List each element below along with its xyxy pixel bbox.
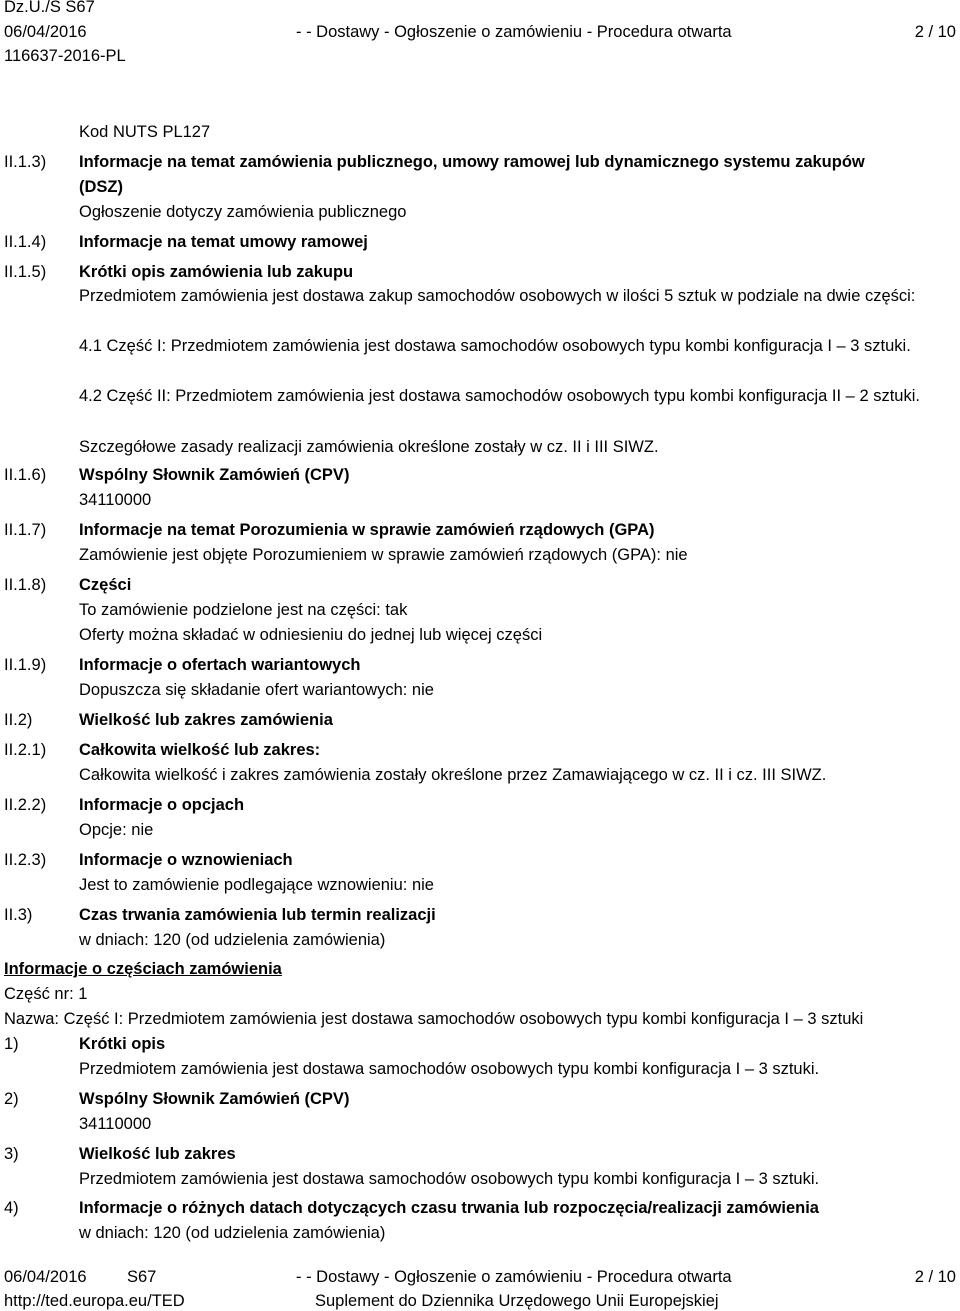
section-heading: Informacje o wznowieniach xyxy=(79,851,293,869)
section-heading: Informacje na temat umowy ramowej xyxy=(79,233,368,251)
description-paragraph: 4.1 Część I: Przedmiotem zamówienia jest dostawa samochodów osobowych typu kombi konfiguracja I – 3 sztuki. xyxy=(79,337,911,355)
footer-date: 06/04/2016 xyxy=(4,1268,87,1286)
footer-title: - - Dostawy - Ogłoszenie o zamówieniu - Procedura otwarta xyxy=(296,1268,732,1286)
section-heading: Informacje na temat zamówienia publicznego, umowy ramowej lub dynamicznego systemu zakupów xyxy=(79,153,865,171)
item-heading: Wielkość lub zakres xyxy=(79,1145,236,1163)
cpv-code: 34110000 xyxy=(79,491,152,509)
section-value: Jest to zamówienie podlegające wznowieniu: nie xyxy=(79,876,434,894)
item-number: 2) xyxy=(4,1090,19,1108)
footer-url[interactable]: http://ted.europa.eu/TED xyxy=(4,1292,185,1310)
item-value: 34110000 xyxy=(79,1115,152,1133)
item-value: w dniach: 120 (od udzielenia zamówienia) xyxy=(79,1224,386,1242)
item-heading: Krótki opis xyxy=(79,1035,166,1053)
item-heading: Informacje o różnych datach dotyczących czasu trwania lub rozpoczęcia/realizacji zamówienia xyxy=(79,1199,819,1217)
section-number: II.1.8) xyxy=(4,576,47,594)
section-heading-cont: (DSZ) xyxy=(79,178,123,196)
header-date: 06/04/2016 xyxy=(4,23,87,41)
header-page-number: 2 / 10 xyxy=(914,23,956,41)
section-value: Dopuszcza się składanie ofert wariantowych: nie xyxy=(79,681,434,699)
section-heading: Wspólny Słownik Zamówień (CPV) xyxy=(79,466,350,484)
item-number: 4) xyxy=(4,1199,19,1217)
header-title: - - Dostawy - Ogłoszenie o zamówieniu - Procedura otwarta xyxy=(296,23,732,41)
description-paragraph: Szczegółowe zasady realizacji zamówienia określone zostały w cz. II i III SIWZ. xyxy=(79,438,659,456)
part-name: Nazwa: Część I: Przedmiotem zamówienia jest dostawa samochodów osobowych typu kombi konfiguracja I – 3 sztuki xyxy=(4,1010,864,1028)
item-value: Przedmiotem zamówienia jest dostawa samochodów osobowych typu kombi konfiguracja I – 3 sztuki. xyxy=(79,1060,820,1078)
section-value: Ogłoszenie dotyczy zamówienia publicznego xyxy=(79,203,407,221)
section-number: II.1.5) xyxy=(4,263,47,281)
section-number: II.2.1) xyxy=(4,741,47,759)
section-number: II.1.9) xyxy=(4,656,47,674)
section-heading: Informacje o ofertach wariantowych xyxy=(79,656,361,674)
section-number: II.1.4) xyxy=(4,233,47,251)
item-number: 1) xyxy=(4,1035,19,1053)
journal-ref: Dz.U./S S67 xyxy=(4,0,95,16)
section-number: II.2) xyxy=(4,711,33,729)
section-heading: Informacje na temat Porozumienia w sprawie zamówień rządowych (GPA) xyxy=(79,521,655,539)
section-number: II.2.2) xyxy=(4,796,47,814)
section-value: Opcje: nie xyxy=(79,821,154,839)
section-number: II.1.7) xyxy=(4,521,47,539)
section-heading: Informacje o opcjach xyxy=(79,796,245,814)
footer-supplement: Suplement do Dziennika Urzędowego Unii Europejskiej xyxy=(315,1292,719,1310)
description-paragraph: Przedmiotem zamówienia jest dostawa zakup samochodów osobowych w ilości 5 sztuk w podziale na dwie części: xyxy=(79,287,916,305)
section-heading: Wielkość lub zakres zamówienia xyxy=(79,711,333,729)
section-value: To zamówienie podzielone jest na części: tak xyxy=(79,601,408,619)
description-paragraph: 4.2 Część II: Przedmiotem zamówienia jest dostawa samochodów osobowych typu kombi konfiguracja II – 2 sztuki. xyxy=(79,387,920,405)
section-heading: Krótki opis zamówienia lub zakupu xyxy=(79,263,354,281)
section-value: Oferty można składać w odniesieniu do jednej lub więcej części xyxy=(79,626,543,644)
item-number: 3) xyxy=(4,1145,19,1163)
section-heading: Części xyxy=(79,576,132,594)
section-value: Zamówienie jest objęte Porozumieniem w sprawie zamówień rządowych (GPA): nie xyxy=(79,546,688,564)
document-id: 116637-2016-PL xyxy=(4,47,126,65)
section-value: w dniach: 120 (od udzielenia zamówienia) xyxy=(79,931,386,949)
footer-page-number: 2 / 10 xyxy=(914,1268,956,1286)
nuts-code: Kod NUTS PL127 xyxy=(79,123,211,141)
item-value: Przedmiotem zamówienia jest dostawa samochodów osobowych typu kombi konfiguracja I – 3 sztuki. xyxy=(79,1170,820,1188)
part-number: Część nr: 1 xyxy=(4,985,88,1003)
section-number: II.3) xyxy=(4,906,33,924)
item-heading: Wspólny Słownik Zamówień (CPV) xyxy=(79,1090,350,1108)
section-number: II.1.3) xyxy=(4,153,47,171)
section-number: II.1.6) xyxy=(4,466,47,484)
section-value: Całkowita wielkość i zakres zamówienia zostały określone przez Zamawiającego w cz. II i cz. III SIWZ. xyxy=(79,766,827,784)
section-number: II.2.3) xyxy=(4,851,47,869)
section-heading: Całkowita wielkość lub zakres: xyxy=(79,741,321,759)
section-heading: Czas trwania zamówienia lub termin realizacji xyxy=(79,906,436,924)
parts-heading: Informacje o częściach zamówienia xyxy=(4,960,282,978)
footer-journal: S67 xyxy=(127,1268,157,1286)
